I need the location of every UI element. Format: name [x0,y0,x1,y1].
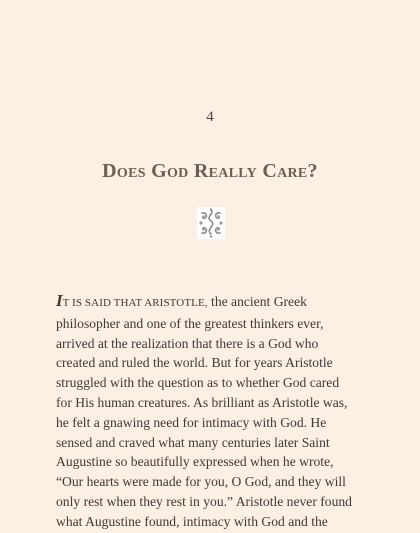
paragraph-line: what Augustine found, intimacy with God and the [56,513,328,529]
paragraph-line: created and ruled the world. But for years Aristotle [56,355,333,371]
paragraph-line: Augustine so beautifully expressed when he wrote, [56,454,334,470]
paragraph-line: philosopher and one of the greatest thinkers ever, [56,315,324,331]
paragraph-first-line [56,291,376,314]
paragraph-line: sensed and craved what many centuries later Saint [56,434,330,450]
paragraph-line: arrived at the realization that there is a God who [56,335,319,351]
paragraph-line: struggled with the question as to whether God cared [56,375,340,391]
floral-ornament-icon [197,207,225,239]
drop-cap: I [56,291,63,310]
paragraph-line: for His human creatures. As brilliant as Aristotle was, [56,394,348,410]
chapter-number: 4 [206,109,214,125]
lead-in-smallcaps: T IS SAID THAT ARISTOTLE, [62,297,208,309]
chapter-title: Does God Really Care? [102,160,318,182]
body-paragraph [56,291,376,532]
paragraph-line: he felt a gnawing need for intimacy with God. He [56,414,327,430]
lead-in-rest: the ancient Greek [207,294,307,309]
paragraph-line: only rest when they rest in you.” Aristotle never found [56,493,352,509]
paragraph-line: “Our hearts were made for you, O God, and they will [56,474,346,490]
